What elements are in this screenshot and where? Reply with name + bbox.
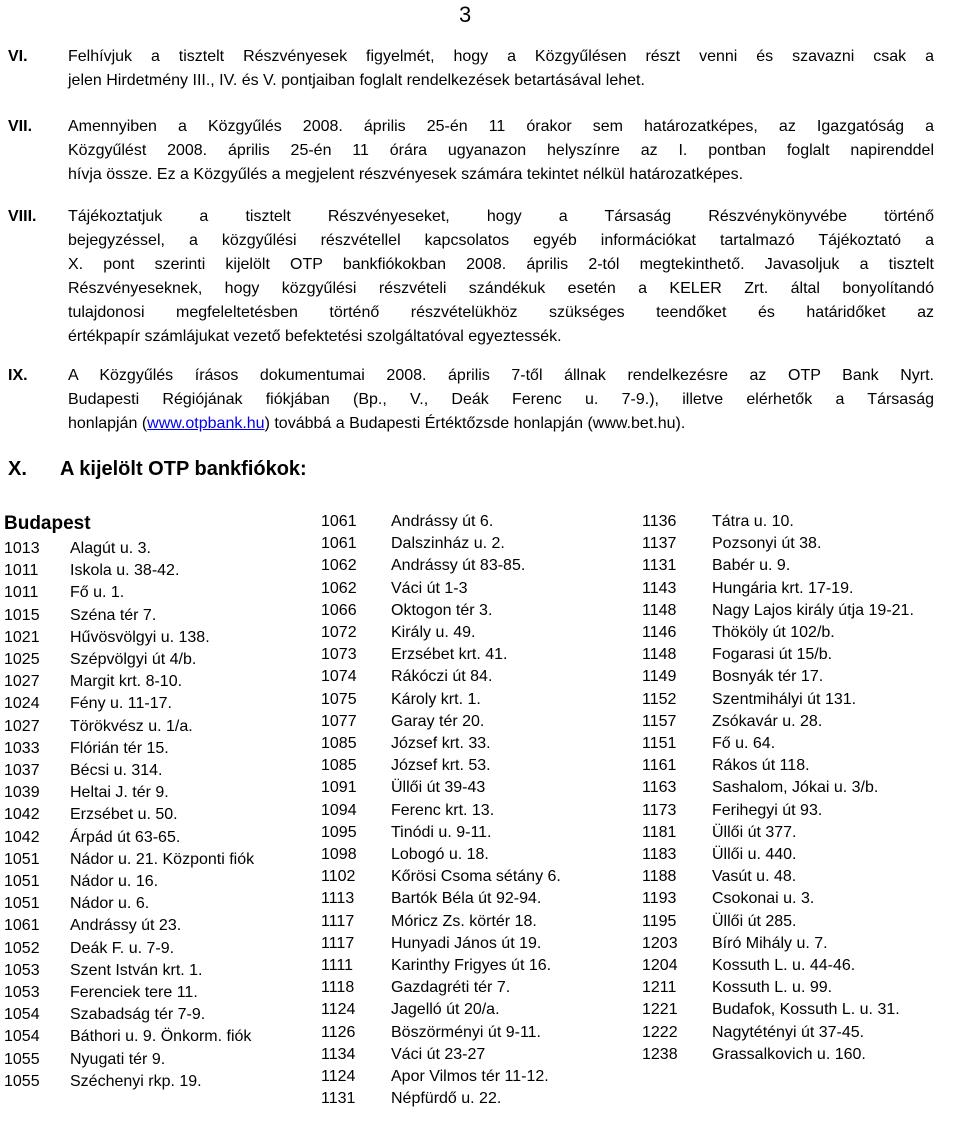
branch-address: Böszörményi út 9-11.: [391, 1023, 541, 1041]
section-viii: [0, 205, 960, 349]
branch-row: [4, 627, 254, 649]
branch-zip: 1173: [642, 801, 677, 819]
branch-row: [4, 782, 254, 804]
branch-zip: 1061: [321, 535, 357, 553]
branch-zip: 1025: [4, 651, 40, 669]
branch-row: [4, 605, 254, 627]
branch-row: [4, 804, 254, 826]
branch-address: Váci út 1-3: [391, 579, 468, 597]
branch-zip: 1148: [642, 646, 677, 664]
branch-address: Iskola u. 38-42.: [70, 562, 180, 580]
branch-zip: 1111: [321, 957, 354, 975]
text-line: hívja össze. Ez a Közgyűlés a megjelent részvényesek számára tekintet nélkül határozatképes.: [68, 166, 744, 183]
branch-row: [642, 511, 914, 533]
branch-row: [321, 866, 561, 888]
text-fragment: ) továbbá a Budapesti Értéktőzsde honlapján (www.bet.hu).: [264, 415, 686, 432]
branch-row: [4, 582, 254, 604]
section-vi: [0, 45, 960, 93]
branch-row: [642, 999, 914, 1021]
branch-address: Ferenciek tere 11.: [70, 984, 198, 1002]
branch-zip: 1126: [321, 1023, 356, 1041]
text-line: tulajdonosi megfeleltetésben történő részvételükhöz szükséges teendőket és határidőket az: [68, 304, 934, 321]
branch-address: Rákos út 118.: [712, 757, 810, 775]
branch-row: [321, 844, 561, 866]
branch-row: [321, 555, 561, 577]
branch-row: [642, 977, 914, 999]
branch-row: [4, 1071, 254, 1093]
branch-zip: 1149: [642, 668, 677, 686]
branch-address: Erzsébet krt. 41.: [391, 646, 508, 664]
branch-zip: 1061: [321, 513, 357, 530]
branch-address: Thököly út 102/b.: [712, 624, 835, 642]
branch-row: [4, 671, 254, 693]
branch-row: [642, 933, 914, 955]
branch-zip: 1033: [4, 739, 40, 757]
branch-address: Népfürdő u. 22.: [391, 1090, 502, 1108]
branch-address: Flórián tér 15.: [70, 739, 169, 757]
branch-row: [321, 999, 561, 1021]
branch-row: [321, 777, 561, 799]
branch-zip: 1117: [321, 912, 355, 930]
branch-row: [4, 871, 254, 893]
branch-row: [4, 1026, 254, 1048]
branch-zip: 1113: [321, 890, 355, 908]
branch-address: Kossuth L. u. 99.: [712, 979, 833, 997]
branch-row: [4, 649, 254, 671]
branch-row: [642, 1044, 914, 1066]
branch-row: [321, 888, 561, 910]
section-numeral: VIII.: [8, 208, 37, 225]
branch-address: Szépvölgyi út 4/b.: [70, 651, 197, 669]
branch-zip: 1157: [642, 712, 677, 730]
branch-row: [642, 644, 914, 666]
branch-row: [4, 938, 254, 960]
branch-zip: 1204: [642, 957, 678, 975]
heading-title: A kijelölt OTP bankfiókok:: [60, 458, 307, 480]
branch-address: Pozsonyi út 38.: [712, 535, 822, 553]
branch-zip: 1055: [4, 1072, 40, 1090]
branch-address: Deák F. u. 7-9.: [70, 939, 175, 957]
text-line: [68, 412, 934, 436]
branch-address: Tinódi u. 9-11.: [391, 823, 492, 841]
branch-row: [4, 982, 254, 1004]
text-fragment: honlapján (: [68, 415, 148, 432]
branch-zip: 1075: [321, 690, 357, 708]
branch-row: [321, 511, 561, 533]
branch-zip: 1222: [642, 1023, 678, 1041]
branch-row: [642, 888, 914, 910]
branch-address: Heltai J. tér 9.: [70, 784, 169, 802]
branch-row: [321, 733, 561, 755]
branch-zip: 1221: [642, 1001, 678, 1019]
branch-address: Nádor u. 16.: [70, 873, 159, 891]
branch-row: [4, 738, 254, 760]
section-numeral: IX.: [8, 367, 28, 384]
branch-zip: 1055: [4, 1050, 40, 1068]
branch-zip: 1091: [321, 779, 357, 797]
branch-address: Nádor u. 21. Központi fiók: [70, 850, 255, 868]
branch-zip: 1051: [4, 873, 40, 891]
branch-zip: 1027: [4, 717, 40, 735]
branch-row: [321, 578, 561, 600]
branch-zip: 1203: [642, 934, 678, 952]
branch-zip: 1042: [4, 806, 40, 824]
branch-zip: 1073: [321, 646, 357, 664]
branch-address: Nagy Lajos király útja 19-21.: [712, 601, 914, 619]
branch-column-1: [4, 538, 254, 1093]
branch-zip: 1195: [642, 912, 677, 930]
text-line: értékpapír számlájukat vezető befektetési szolgáltatóval egyeztessék.: [68, 328, 562, 345]
branch-row: [642, 711, 914, 733]
branch-row: [642, 822, 914, 844]
branch-zip: 1163: [642, 779, 677, 797]
branch-zip: 1052: [4, 939, 40, 957]
branch-zip: 1124: [321, 1001, 356, 1019]
branch-row: [4, 960, 254, 982]
branch-row: [321, 800, 561, 822]
branch-address: Lobogó u. 18.: [391, 846, 489, 864]
branch-zip: 1053: [4, 961, 40, 979]
branch-address: Oktogon tér 3.: [391, 601, 493, 619]
branch-zip: 1134: [321, 1045, 356, 1063]
branch-address: Hűvösvölgyi u. 138.: [70, 628, 210, 646]
branch-row: [321, 822, 561, 844]
branch-row: [642, 800, 914, 822]
branch-row: [642, 555, 914, 577]
branch-row: [642, 755, 914, 777]
branch-address: Hungária krt. 17-19.: [712, 579, 854, 597]
branch-row: [642, 1022, 914, 1044]
branch-column-2: [321, 511, 561, 1110]
branch-zip: 1183: [642, 846, 677, 864]
branch-address: Fény u. 11-17.: [70, 695, 172, 713]
branch-zip: 1148: [642, 601, 677, 619]
section-text: [68, 45, 934, 93]
branch-row: [4, 849, 254, 871]
branch-address: József krt. 53.: [391, 757, 491, 775]
section-ix: [0, 364, 960, 436]
branch-zip: 1051: [4, 895, 40, 913]
branch-zip: 1072: [321, 624, 357, 642]
text-line: Felhívjuk a tisztelt Részvényesek figyelmét, hogy a Közgyűlésen részt venni és szavazni csak a: [68, 48, 934, 65]
branch-row: [642, 622, 914, 644]
section-numeral: VII.: [8, 118, 33, 135]
branch-zip: 1013: [4, 540, 40, 557]
branch-zip: 1011: [4, 584, 39, 602]
branch-row: [321, 600, 561, 622]
branch-address: Alagút u. 3.: [70, 540, 151, 557]
branch-row: [321, 1066, 561, 1088]
text-line: Részvényeseknek, hogy közgyűlési részvételi szándékuk esetén a KELER Zrt. által bonyolítandó: [68, 280, 934, 297]
branch-address: Dalszinház u. 2.: [391, 535, 505, 553]
branch-address: Báthori u. 9. Önkorm. fiók: [70, 1028, 252, 1046]
branch-address: Nagytétényi út 37-45.: [712, 1023, 865, 1041]
branch-zip: 1181: [642, 823, 677, 841]
branch-row: [4, 716, 254, 738]
branch-address: Andrássy út 23.: [70, 917, 182, 935]
branch-address: Üllői út 285.: [712, 912, 797, 930]
branch-row: [4, 827, 254, 849]
branch-zip: 1062: [321, 557, 357, 575]
branch-row: [321, 933, 561, 955]
branch-zip: 1152: [642, 690, 677, 708]
branch-zip: 1077: [321, 712, 357, 730]
branch-address: Jagelló út 20/a.: [391, 1001, 500, 1019]
text-line: X. pont szerinti kijelölt OTP bankfiókokban 2008. április 2-tól megtekinthető. Javasoljuk a tisztelt: [68, 256, 934, 273]
branch-row: [642, 733, 914, 755]
branch-zip: 1061: [4, 917, 40, 935]
branch-address: Erzsébet u. 50.: [70, 806, 178, 824]
branch-address: Széchenyi rkp. 19.: [70, 1072, 202, 1090]
branch-address: Bartók Béla út 92-94.: [391, 890, 542, 908]
branch-column-3: [642, 511, 914, 1066]
branch-row: [642, 600, 914, 622]
branch-address: Nádor u. 6.: [70, 895, 150, 913]
text-line: Budapesti Régiójának fiókjában (Bp., V., Deák Ferenc u. 7-9.), illetve elérhetők a Társaság: [68, 391, 934, 408]
branch-address: Fő u. 1.: [70, 584, 125, 602]
branch-row: [642, 844, 914, 866]
branch-zip: 1021: [4, 628, 40, 646]
branch-row: [321, 666, 561, 688]
branch-address: Kőrösi Csoma sétány 6.: [391, 868, 561, 886]
branch-address: Fogarasi út 15/b.: [712, 646, 833, 664]
branch-row: [642, 866, 914, 888]
branch-row: [321, 689, 561, 711]
branch-row: [642, 955, 914, 977]
branch-zip: 1098: [321, 846, 357, 864]
branch-address: Király u. 49.: [391, 624, 476, 642]
branch-address: Szent István krt. 1.: [70, 961, 203, 979]
branch-address: Károly krt. 1.: [391, 690, 481, 708]
branch-address: Üllői u. 440.: [712, 846, 797, 864]
section-text: [68, 364, 934, 436]
branch-address: Ferenc krt. 13.: [391, 801, 495, 819]
branch-address: Margit krt. 8-10.: [70, 673, 183, 691]
branch-zip: 1118: [321, 979, 355, 997]
branch-address: Széna tér 7.: [70, 606, 157, 624]
branch-address: Hunyadi János út 19.: [391, 934, 542, 952]
branch-zip: 1124: [321, 1068, 356, 1086]
branch-zip: 1037: [4, 762, 40, 780]
branch-zip: 1102: [321, 868, 356, 886]
branch-address: Üllői út 39-43: [391, 779, 486, 797]
branch-zip: 1074: [321, 668, 357, 686]
branch-zip: 1193: [642, 890, 677, 908]
page-number: 3: [459, 2, 472, 27]
branch-row: [321, 755, 561, 777]
branch-row: [321, 1022, 561, 1044]
section-text: [68, 205, 934, 349]
branch-row: [642, 666, 914, 688]
branch-address: Vasút u. 48.: [712, 868, 797, 886]
branch-zip: 1066: [321, 601, 357, 619]
branch-zip: 1011: [4, 562, 39, 580]
text-line: A Közgyűlés írásos dokumentumai 2008. április 7-től állnak rendelkezésre az OTP Bank Nyrt.: [68, 367, 934, 384]
branches-heading: [8, 455, 307, 483]
branch-zip: 1238: [642, 1045, 678, 1063]
branch-address: Üllői út 377.: [712, 823, 797, 841]
branch-zip: 1137: [642, 535, 677, 553]
branch-zip: 1131: [642, 557, 677, 575]
branch-zip: 1117: [321, 934, 355, 952]
branch-address: Andrássy út 6.: [391, 513, 494, 530]
text-line: Tájékoztatjuk a tisztelt Részvényeseket, hogy a Társaság Részvénykönyvébe történő: [68, 208, 934, 225]
branch-address: Nyugati tér 9.: [70, 1050, 166, 1068]
branch-address: Szentmihályi út 131.: [712, 690, 857, 708]
branch-row: [642, 533, 914, 555]
branch-row: [321, 533, 561, 555]
branch-address: Garay tér 20.: [391, 712, 485, 730]
branch-address: Sashalom, Jókai u. 3/b.: [712, 779, 879, 797]
branch-address: Babér u. 9.: [712, 557, 791, 575]
branch-address: Bíró Mihály u. 7.: [712, 934, 828, 952]
branch-zip: 1151: [642, 735, 677, 753]
branch-row: [4, 1049, 254, 1071]
branch-zip: 1024: [4, 695, 40, 713]
branch-address: Apor Vilmos tér 11-12.: [391, 1068, 549, 1086]
branch-row: [642, 911, 914, 933]
branch-address: Móricz Zs. körtér 18.: [391, 912, 537, 930]
branch-row: [321, 711, 561, 733]
branch-zip: 1051: [4, 850, 40, 868]
branch-address: Rákóczi út 84.: [391, 668, 493, 686]
otpbank-link[interactable]: www.otpbank.hu: [147, 415, 265, 432]
branch-row: [321, 955, 561, 977]
branch-row: [321, 911, 561, 933]
text-line: jelen Hirdetmény III., IV. és V. pontjaiban foglalt rendelkezések betartásával lehet.: [68, 72, 645, 89]
branch-address: József krt. 33.: [391, 735, 491, 753]
branch-row: [321, 1088, 561, 1110]
branch-row: [4, 1004, 254, 1026]
branch-zip: 1161: [642, 757, 677, 775]
city-heading: Budapest: [4, 513, 91, 534]
branch-zip: 1054: [4, 1028, 40, 1046]
branch-row: [321, 622, 561, 644]
branch-row: [321, 1044, 561, 1066]
branch-address: Törökvész u. 1/a.: [70, 717, 193, 735]
branch-address: Kossuth L. u. 44-46.: [712, 957, 856, 975]
section-numeral: VI.: [8, 48, 28, 65]
branch-zip: 1053: [4, 984, 40, 1002]
branch-row: [642, 689, 914, 711]
branch-zip: 1085: [321, 735, 357, 753]
branch-zip: 1085: [321, 757, 357, 775]
branch-row: [321, 977, 561, 999]
branch-zip: 1143: [642, 579, 677, 597]
branch-row: [4, 915, 254, 937]
branch-zip: 1042: [4, 828, 40, 846]
branch-address: Bosnyák tér 17.: [712, 668, 824, 686]
branch-address: Andrássy út 83-85.: [391, 557, 526, 575]
branch-zip: 1054: [4, 1006, 40, 1024]
branch-address: Gazdagréti tér 7.: [391, 979, 511, 997]
branch-zip: 1136: [642, 513, 677, 530]
text-line: bejegyzéssel, a közgyűlési részvétellel kapcsolatos egyéb információkat tartalmazó Tájékoztató a: [68, 232, 934, 249]
branch-zip: 1146: [642, 624, 677, 642]
branch-zip: 1188: [642, 868, 677, 886]
branch-zip: 1211: [642, 979, 677, 997]
branch-address: Szabadság tér 7-9.: [70, 1006, 206, 1024]
branch-zip: 1131: [321, 1090, 356, 1108]
branch-address: Fő u. 64.: [712, 735, 776, 753]
branch-row: [4, 560, 254, 582]
branch-address: Budafok, Kossuth L. u. 31.: [712, 1001, 900, 1019]
branch-row: [4, 538, 254, 560]
branch-row: [4, 693, 254, 715]
branch-address: Karinthy Frigyes út 16.: [391, 957, 552, 975]
branch-zip: 1015: [4, 606, 40, 624]
branch-zip: 1027: [4, 673, 40, 691]
branch-address: Árpád út 63-65.: [70, 828, 181, 846]
branch-zip: 1039: [4, 784, 40, 802]
section-numeral: X.: [8, 458, 27, 480]
branch-address: Bécsi u. 314.: [70, 762, 163, 780]
branch-address: Ferihegyi út 93.: [712, 801, 823, 819]
branch-row: [4, 893, 254, 915]
branch-zip: 1062: [321, 579, 357, 597]
branch-zip: 1094: [321, 801, 357, 819]
branch-zip: 1095: [321, 823, 357, 841]
branch-row: [642, 578, 914, 600]
branch-address: Tátra u. 10.: [712, 513, 794, 530]
text-line: Amennyiben a Közgyűlés 2008. április 25-én 11 órakor sem határozatképes, az Igazgatóság a: [68, 118, 934, 135]
branch-address: Csokonai u. 3.: [712, 890, 815, 908]
branch-address: Zsókavár u. 28.: [712, 712, 823, 730]
section-text: [68, 115, 934, 187]
section-vii: [0, 115, 960, 187]
branch-row: [642, 777, 914, 799]
branch-row: [321, 644, 561, 666]
branch-row: [4, 760, 254, 782]
branch-address: Grassalkovich u. 160.: [712, 1045, 866, 1063]
branch-address: Váci út 23-27: [391, 1045, 486, 1063]
text-line: Közgyűlést 2008. április 25-én 11 órára ugyanazon helyszínre az I. pontban foglalt napirenddel: [68, 142, 934, 159]
